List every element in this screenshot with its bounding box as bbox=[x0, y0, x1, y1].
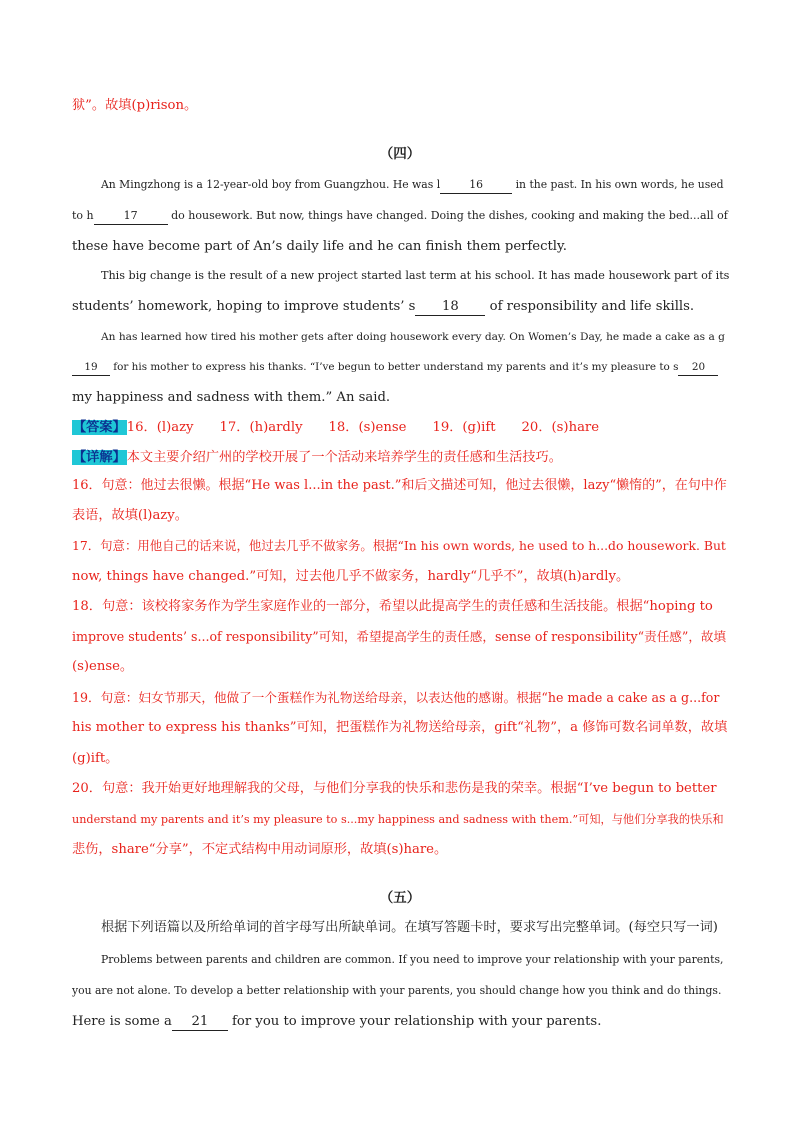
explanation-16-line-2: 表语，故填(l)azy。 bbox=[72, 508, 188, 523]
explanation-18-line-3: (s)ense。 bbox=[72, 659, 134, 674]
passage-4-line-2 bbox=[72, 208, 728, 225]
passage-4-line-5 bbox=[72, 299, 728, 316]
text: to h bbox=[72, 209, 94, 222]
answer-tag: 【答案】 bbox=[73, 420, 126, 435]
explanation-17-line-1: 17．句意：用他自己的话来说，他过去几乎不做家务。根据“In his own words, he used to h...do housework. But bbox=[72, 538, 726, 553]
answer-line bbox=[72, 420, 728, 436]
blank-21: 21 bbox=[172, 1014, 228, 1031]
text: for you to improve your relationship with your parents. bbox=[227, 1014, 602, 1029]
blank-18: 18 bbox=[415, 299, 485, 316]
text: An Mingzhong is a 12-year-old boy from Guangzhou. He was l bbox=[101, 178, 441, 191]
passage-4-line-3: these have become part of An’s daily life and he can finish them perfectly. bbox=[72, 239, 567, 254]
detail-tag: 【详解】 bbox=[73, 450, 126, 465]
text: do housework. But now, things have changed. Doing the dishes, cooking and making the bed...all of bbox=[167, 209, 728, 222]
blank-16: 16 bbox=[440, 177, 512, 194]
text: in the past. In his own words, he used bbox=[512, 178, 724, 191]
explanation-17-line-2: now, things have changed.”可知，过去他几乎不做家务，hardly“几乎不”，故填(h)ardly。 bbox=[72, 569, 630, 584]
passage-4-line-7 bbox=[72, 359, 728, 376]
answer-16: 16．(l)azy bbox=[126, 420, 194, 435]
passage-4-line-4: This big change is the result of a new project started last term at his school. It has made housework part of its bbox=[101, 269, 730, 282]
explanation-19-line-2: his mother to express his thanks”可知，把蛋糕作为礼物送给母亲，gift“礼物”，a 修饰可数名词单数，故填 bbox=[72, 720, 728, 735]
passage-5-line-1: Problems between parents and children are common. If you need to improve your relationship with your parents, bbox=[101, 953, 724, 966]
section-4-title: （四） bbox=[379, 146, 421, 162]
passage-4-line-1 bbox=[101, 177, 728, 194]
blank-19: 19 bbox=[72, 359, 110, 376]
section-5-instruction: 根据下列语篇以及所给单词的首字母写出所缺单词。在填写答题卡时，要求写出完整单词。(每空只写一词) bbox=[101, 920, 718, 935]
text: Here is some a bbox=[72, 1014, 172, 1029]
answer-18: 18．(s)ense bbox=[328, 420, 407, 435]
detail-text: 本文主要介绍广州的学校开展了一个活动来培养学生的责任感和生活技巧。 bbox=[126, 450, 562, 465]
answer-19: 19．(g)ift bbox=[432, 420, 496, 435]
blank-20: 20 bbox=[678, 359, 718, 376]
top-line: 狱”。故填(p)rison。 bbox=[72, 98, 198, 113]
text: students’ homework, hoping to improve students’ s bbox=[72, 299, 416, 314]
passage-5-line-3 bbox=[72, 1014, 728, 1031]
section-5-title: （五） bbox=[379, 890, 421, 906]
passage-4-line-8: my happiness and sadness with them.” An said. bbox=[72, 390, 391, 405]
explanation-18-line-1: 18．句意：该校将家务作为学生家庭作业的一部分，希望以此提高学生的责任感和生活技能。根据“hoping to bbox=[72, 599, 713, 614]
explanation-20-line-1: 20．句意：我开始更好地理解我的父母，与他们分享我的快乐和悲伤是我的荣幸。根据“I’ve begun to better bbox=[72, 781, 717, 796]
explanation-20-line-3: 悲伤，share“分享”，不定式结构中用动词原形，故填(s)hare。 bbox=[72, 842, 448, 857]
passage-5-line-2: you are not alone. To develop a better relationship with your parents, you should change how you think and do things. bbox=[72, 984, 722, 997]
blank-17: 17 bbox=[94, 208, 168, 225]
text: for his mother to express his thanks. “I’ve begun to better understand my parents and it’s my pleasure to s bbox=[110, 361, 679, 373]
detail-line bbox=[72, 450, 728, 466]
answer-20: 20．(s)hare bbox=[521, 420, 600, 435]
explanation-20-line-2: understand my parents and it’s my pleasure to s...my happiness and sadness with them.”可知，与他们分享我的快乐和 bbox=[72, 813, 724, 826]
passage-4-line-6: An has learned how tired his mother gets after doing housework every day. On Women’s Day, he made a cake as a g bbox=[101, 331, 725, 343]
explanation-19-line-1: 19．句意：妇女节那天，他做了一个蛋糕作为礼物送给母亲，以表达他的感谢。根据“he made a cake as a g...for bbox=[72, 690, 720, 705]
explanation-16-line-1: 16．句意：他过去很懒。根据“He was l...in the past.”和后文描述可知，他过去很懒，lazy“懒惰的”，在句中作 bbox=[72, 478, 727, 493]
explanation-18-line-2: improve students’ s...of responsibility”可知，希望提高学生的责任感，sense of responsibility“责任感”，故填 bbox=[72, 629, 727, 644]
text: of responsibility and life skills. bbox=[485, 299, 695, 314]
explanation-19-line-3: (g)ift。 bbox=[72, 751, 119, 766]
answer-17: 17．(h)ardly bbox=[219, 420, 303, 435]
